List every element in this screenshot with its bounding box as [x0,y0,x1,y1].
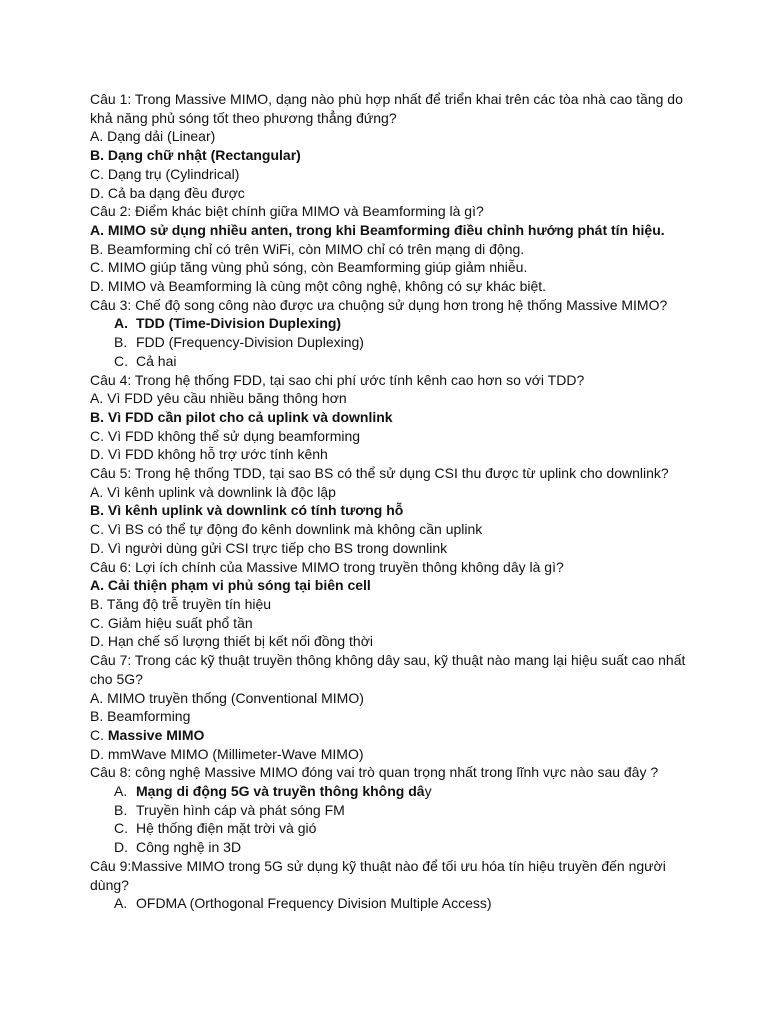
q4-option-b-answer: B. Vì FDD cần pilot cho cả uplink và downlink [90,408,393,425]
q3-b-letter: B. [114,334,128,351]
document-content [90,90,690,913]
q5-option-c: C. Vì BS có thể tự động đo kênh downlink mà không cần uplink [90,521,483,538]
q3-b-text: FDD (Frequency-Division Duplexing) [136,334,364,351]
q3-c-text: Cả hai [136,352,177,369]
q7-option-d: D. mmWave MIMO (Millimeter-Wave MIMO) [90,745,364,762]
q7-option-c-answer [90,726,690,745]
q8-a-bold: Mạng di động 5G và truyền thông không dâ [136,783,425,800]
q2-option-a-answer: A. MIMO sử dụng nhiều anten, trong khi Beamforming điều chỉnh hướng phát tín hiệu. [90,221,665,238]
q9-a-letter: A. [114,895,128,912]
q4-option-a: A. Vì FDD yêu cầu nhiều băng thông hơn [90,390,347,407]
q7-c-prefix: C. [90,726,108,743]
q8-option-c [90,819,690,838]
question-7: Câu 7: Trong các kỹ thuật truyền thông không dây sau, kỹ thuật nào mang lại hiệu suất cao nhất cho 5G? [90,652,686,687]
q8-option-b [90,801,690,820]
q6-option-a-answer: A. Cải thiện phạm vi phủ sóng tại biên cell [90,577,371,594]
question-2: Câu 2: Điểm khác biệt chính giữa MIMO và Beamforming là gì? [90,203,484,220]
question-5: Câu 5: Trong hệ thống TDD, tại sao BS có thể sử dụng CSI thu được từ uplink cho downlink? [90,465,669,482]
q1-option-c: C. Dạng trụ (Cylindrical) [90,165,240,182]
q8-d-letter: D. [114,839,128,856]
question-1: Câu 1: Trong Massive MIMO, dạng nào phù hợp nhất để triển khai trên các tòa nhà cao tầng do khả năng phủ sóng tốt theo phương thẳng đứng? [90,91,683,126]
q6-option-b: B. Tăng độ trễ truyền tín hiệu [90,595,272,612]
q8-b-text: Truyền hình cáp và phát sóng FM [136,801,345,818]
q2-option-d: D. MIMO và Beamforming là cùng một công nghệ, không có sự khác biệt. [90,278,547,295]
question-4: Câu 4: Trong hệ thống FDD, tại sao chi phí ước tính kênh cao hơn so với TDD? [90,371,585,388]
q3-a-text: TDD (Time-Division Duplexing) [136,315,342,332]
q1-option-a: A. Dạng dải (Linear) [90,128,216,145]
q9-option-a [90,894,690,913]
q9-a-text: OFDMA (Orthogonal Frequency Division Multiple Access) [136,895,492,912]
q4-option-d: D. Vì FDD không hỗ trợ ước tính kênh [90,446,328,463]
q8-a-letter: A. [114,783,128,800]
q1-option-b-answer: B. Dạng chữ nhật (Rectangular) [90,147,301,164]
q5-option-d: D. Vì người dùng gửi CSI trực tiếp cho BS trong downlink [90,539,448,556]
q3-option-a-answer [90,314,690,333]
q6-option-c: C. Giảm hiệu suất phổ tần [90,614,253,631]
q2-option-c: C. MIMO giúp tăng vùng phủ sóng, còn Beamforming giúp giảm nhiễu. [90,259,528,276]
q6-option-d: D. Hạn chế số lượng thiết bị kết nối đồng thời [90,633,374,650]
q8-a-tail: y [424,783,432,800]
q3-c-letter: C. [114,352,128,369]
q8-b-letter: B. [114,801,128,818]
q3-a-letter: A. [114,315,128,332]
q8-d-text: Công nghệ in 3D [136,839,242,856]
q7-option-a: A. MIMO truyền thống (Conventional MIMO) [90,689,364,706]
q8-option-d [90,838,690,857]
q7-option-b: B. Beamforming [90,708,191,725]
q8-option-a-answer [90,782,690,801]
q5-option-a: A. Vì kênh uplink và downlink là độc lập [90,483,336,500]
question-3: Câu 3: Chế độ song công nào được ưa chuộng sử dụng hơn trong hệ thống Massive MIMO? [90,296,668,313]
q8-c-letter: C. [114,820,128,837]
question-9: Câu 9:Massive MIMO trong 5G sử dụng kỹ thuật nào để tối ưu hóa tín hiệu truyền đến người dùng? [90,857,666,893]
q4-option-c: C. Vì FDD không thể sử dụng beamforming [90,427,361,444]
q5-option-b-answer: B. Vì kênh uplink và downlink có tính tương hỗ [90,502,404,519]
q3-option-c [90,352,690,371]
q1-option-d: D. Cả ba dạng đều được [90,184,245,201]
q8-c-text: Hệ thống điện mặt trời và gió [136,820,317,837]
q7-c-bold: Massive MIMO [107,726,205,743]
question-8: Câu 8: công nghệ Massive MIMO đóng vai trò quan trọng nhất trong lĩnh vực nào sau đây ? [90,764,659,781]
question-6: Câu 6: Lợi ích chính của Massive MIMO trong truyền thông không dây là gì? [90,558,564,575]
q2-option-b: B. Beamforming chỉ có trên WiFi, còn MIMO chỉ có trên mạng di động. [90,240,525,257]
q3-option-b [90,333,690,352]
